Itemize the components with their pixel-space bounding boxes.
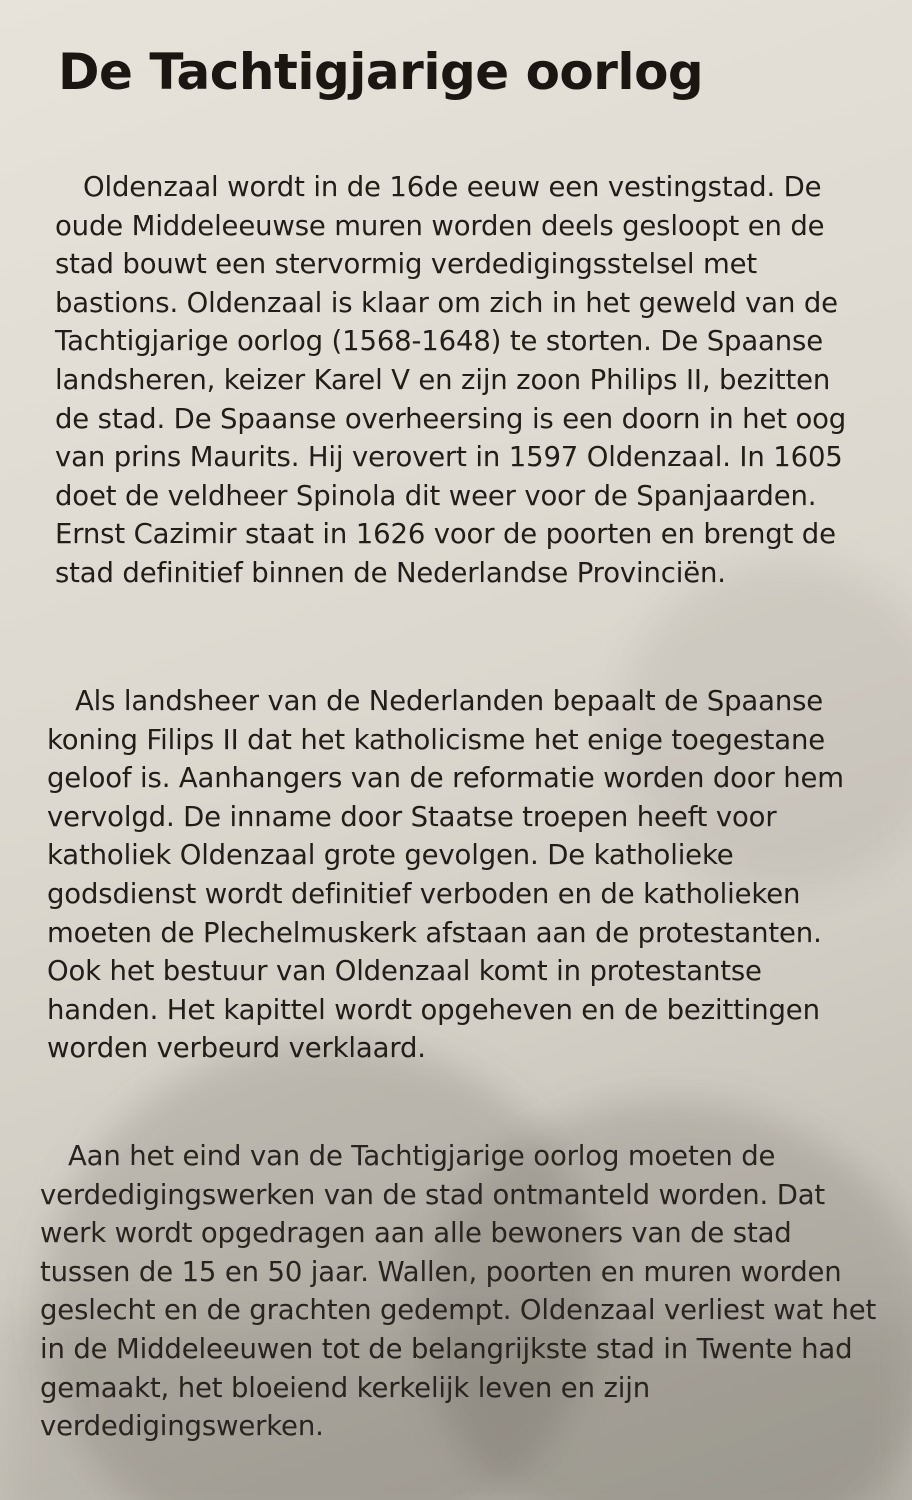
panel-title: De Tachtigjarige oorlog bbox=[58, 43, 704, 101]
paragraph-religion: Als landsheer van de Nederlanden bepaalt de Spaanse koning Filips II dat het katholicisme het enige toegestane geloof is. Aanhangers van de reformatie worden door hem vervolgd. De inname door Staatse troepen heeft voor katholiek Oldenzaal grote gevolgen. De katholieke godsdienst wordt definitief verboden en de katholieken moeten de Plechelmuskerk afstaan aan de protestanten. Ook het bestuur van Oldenzaal komt in protestantse handen. Het kapittel wordt opgeheven en de bezittingen worden verbeurd verklaard. bbox=[47, 685, 844, 1065]
paragraph-fortified-town: Oldenzaal wordt in de 16de eeuw een vestingstad. De oude Middeleeuwse muren worden deels gesloopt en de stad bouwt een stervormig verdedigingsstelsel met bastions. Oldenzaal is klaar om zich in het geweld van de Tachtigjarige oorlog (1568-1648) te storten. De Spaanse landsheren, keizer Karel V en zijn zoon Philips II, bezitten de stad. De Spaanse overheersing is een doorn in het oog van prins Maurits. Hij verovert in 1597 Oldenzaal. In 1605 doet de veldheer Spinola dit weer voor de Spanjaarden. Ernst Cazimir staat in 1626 voor de poorten en brengt de stad definitief binnen de Nederlandse Provinciën. bbox=[55, 171, 847, 589]
paragraph-dismantling: Aan het eind van de Tachtigjarige oorlog moeten de verdedigingswerken van de stad ontmanteld worden. Dat werk wordt opgedragen aan alle bewoners van de stad tussen de 15 en 50 jaar. Wallen, poorten en muren worden geslecht en de grachten gedempt. Oldenzaal verliest wat het in de Middeleeuwen tot de belangrijkste stad in Twente had gemaakt, het bloeiend kerkelijk leven en zijn verdedigingswerken. bbox=[40, 1140, 877, 1443]
